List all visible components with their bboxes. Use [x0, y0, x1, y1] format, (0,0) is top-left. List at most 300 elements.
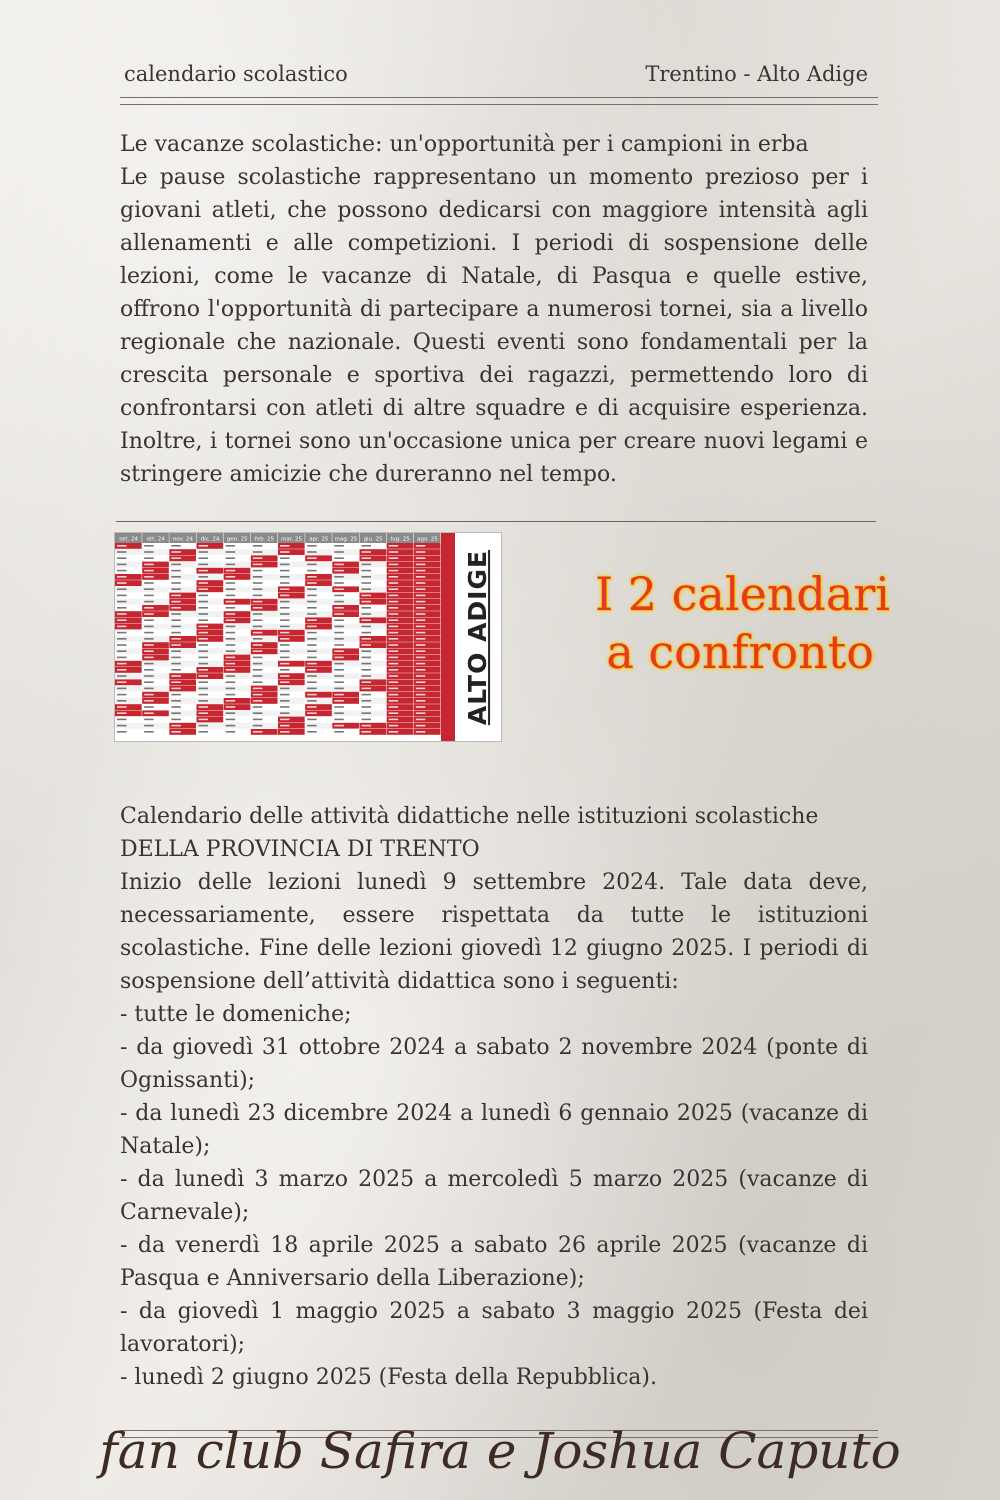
- calendar-day-text: [389, 675, 399, 677]
- calendar-day-text: [226, 551, 236, 553]
- calendar-day-text: [362, 632, 372, 634]
- calendar-day-text: [307, 613, 317, 615]
- section-divider: [116, 521, 876, 522]
- calendar-day-text: [171, 570, 181, 572]
- calendar-day-text: [389, 706, 399, 708]
- calendar-day-text: [280, 644, 290, 646]
- calendar-day-text: [199, 613, 209, 615]
- calendar-month-label: feb. 25: [254, 536, 275, 543]
- calendar-day-text: [144, 607, 154, 609]
- calendar-day-text: [144, 694, 154, 696]
- calendar-day-text: [280, 582, 290, 584]
- calendar-day-text: [389, 725, 399, 727]
- calendar-day-text: [226, 588, 236, 590]
- calendar-day-text: [362, 669, 372, 671]
- calendar-day-text: [226, 557, 236, 559]
- calendar-day-text: [416, 731, 426, 733]
- calendar-day-text: [389, 638, 399, 640]
- calendar-day-text: [199, 725, 209, 727]
- calendar-day-text: [280, 688, 290, 690]
- trento-section: [120, 800, 868, 1394]
- calendar-day-text: [280, 601, 290, 603]
- calendar-month-label: set. 24: [119, 536, 139, 543]
- calendar-day-text: [199, 564, 209, 566]
- calendar-day-text: [334, 601, 344, 603]
- calendar-day-text: [307, 669, 317, 671]
- calendar-day-text: [226, 576, 236, 578]
- calendar-day-text: [144, 570, 154, 572]
- calendar-day-text: [334, 694, 344, 696]
- calendar-day-text: [253, 700, 263, 702]
- calendar-day-text: [144, 638, 154, 640]
- calendar-day-text: [226, 731, 236, 733]
- calendar-day-text: [253, 731, 263, 733]
- calendar-day-text: [389, 601, 399, 603]
- calendar-day-text: [199, 663, 209, 665]
- calendar-day-text: [280, 588, 290, 590]
- calendar-day-text: [253, 626, 263, 628]
- calendar-day-text: [144, 688, 154, 690]
- calendar-day-text: [199, 570, 209, 572]
- calendar-day-text: [117, 626, 127, 628]
- calendar-day-text: [117, 669, 127, 671]
- calendar-day-text: [334, 570, 344, 572]
- calendar-day-text: [416, 545, 426, 547]
- calendar-day-text: [416, 725, 426, 727]
- calendar-day-text: [389, 576, 399, 578]
- calendar-day-text: [389, 607, 399, 609]
- calendar-day-text: [334, 706, 344, 708]
- calendar-day-text: [416, 638, 426, 640]
- calendar-month-label: lug. 25: [390, 536, 410, 543]
- calendar-day-text: [117, 545, 127, 547]
- calendar-day-text: [307, 582, 317, 584]
- calendar-day-text: [334, 675, 344, 677]
- calendar-day-text: [280, 712, 290, 714]
- calendar-day-text: [117, 557, 127, 559]
- calendar-day-text: [171, 644, 181, 646]
- calendar-day-text: [416, 712, 426, 714]
- calendar-day-text: [334, 582, 344, 584]
- calendar-day-text: [117, 725, 127, 727]
- calendar-day-text: [144, 626, 154, 628]
- calendar-day-text: [226, 700, 236, 702]
- calendar-day-text: [199, 657, 209, 659]
- calendar-day-text: [117, 570, 127, 572]
- calendar-day-text: [280, 650, 290, 652]
- calendar-day-text: [280, 619, 290, 621]
- calendar-day-text: [144, 576, 154, 578]
- calendar-day-text: [253, 694, 263, 696]
- calendar-day-text: [171, 632, 181, 634]
- calendar-day-text: [307, 675, 317, 677]
- calendar-day-text: [226, 638, 236, 640]
- calendar-day-text: [334, 564, 344, 566]
- calendar-day-text: [171, 688, 181, 690]
- calendar-day-text: [334, 663, 344, 665]
- calendar-day-text: [226, 669, 236, 671]
- calendar-day-text: [280, 545, 290, 547]
- calendar-day-text: [416, 564, 426, 566]
- calendar-day-text: [226, 719, 236, 721]
- calendar-day-text: [280, 557, 290, 559]
- calendar-day-text: [226, 626, 236, 628]
- calendar-day-text: [144, 613, 154, 615]
- calendar-day-text: [117, 657, 127, 659]
- calendar-day-text: [307, 725, 317, 727]
- calendar-day-text: [416, 719, 426, 721]
- calendar-day-text: [416, 570, 426, 572]
- calendar-day-text: [226, 706, 236, 708]
- calendar-day-text: [171, 657, 181, 659]
- calendar-day-text: [117, 576, 127, 578]
- calendar-day-text: [307, 570, 317, 572]
- calendar-day-text: [171, 576, 181, 578]
- calendar-day-text: [307, 557, 317, 559]
- calendar-day-text: [416, 551, 426, 553]
- calendar-day-text: [199, 669, 209, 671]
- calendar-day-text: [199, 712, 209, 714]
- trento-list-item: - da venerdì 18 aprile 2025 a sabato 26 aprile 2025 (vacanze di Pasqua e Anniversario della Liberazione);: [120, 1233, 868, 1291]
- calendar-day-text: [307, 719, 317, 721]
- calendar-day-text: [253, 613, 263, 615]
- calendar-day-text: [171, 663, 181, 665]
- calendar-day-text: [389, 694, 399, 696]
- calendar-region-text: ALTO ADIGE: [463, 549, 493, 725]
- calendar-day-text: [389, 700, 399, 702]
- calendar-day-text: [280, 731, 290, 733]
- calendar-day-text: [117, 675, 127, 677]
- calendar-day-text: [362, 607, 372, 609]
- calendar-day-text: [117, 694, 127, 696]
- calendar-day-text: [334, 725, 344, 727]
- calendar-day-text: [199, 688, 209, 690]
- calendar-day-text: [253, 663, 263, 665]
- calendar-day-text: [199, 675, 209, 677]
- calendar-day-text: [171, 706, 181, 708]
- calendar-day-text: [307, 619, 317, 621]
- calendar-day-text: [362, 545, 372, 547]
- trento-list: [120, 998, 868, 1394]
- calendar-day-text: [199, 694, 209, 696]
- headline-line-2: a confronto: [606, 625, 874, 679]
- calendar-day-text: [253, 719, 263, 721]
- calendar-day-text: [253, 545, 263, 547]
- calendar-day-text: [117, 595, 127, 597]
- calendar-day-text: [117, 638, 127, 640]
- calendar-day-text: [389, 688, 399, 690]
- calendar-red-band: [441, 533, 455, 741]
- calendar-day-text: [144, 675, 154, 677]
- calendar-day-text: [416, 557, 426, 559]
- calendar-day-text: [307, 712, 317, 714]
- calendar-day-text: [389, 632, 399, 634]
- trento-list-item: - da giovedì 31 ottobre 2024 a sabato 2 novembre 2024 (ponte di Ognissanti);: [120, 1035, 868, 1093]
- calendar-day-text: [416, 688, 426, 690]
- calendar-day-text: [144, 588, 154, 590]
- calendar-day-text: [253, 650, 263, 652]
- calendar-day-text: [307, 644, 317, 646]
- calendar-day-text: [280, 564, 290, 566]
- calendar-day-text: [199, 719, 209, 721]
- calendar-day-text: [253, 669, 263, 671]
- calendar-day-text: [144, 595, 154, 597]
- calendar-day-text: [171, 669, 181, 671]
- calendar-day-text: [362, 613, 372, 615]
- calendar-day-text: [362, 619, 372, 621]
- calendar-day-text: [171, 712, 181, 714]
- calendar-day-text: [307, 626, 317, 628]
- calendar-day-text: [334, 638, 344, 640]
- calendar-day-text: [199, 576, 209, 578]
- calendar-day-text: [307, 657, 317, 659]
- intro-body: Le pause scolastiche rappresentano un momento prezioso per i giovani atleti, che possono dedicarsi con maggiore intensità agli allenamenti e alle competizioni. I periodi di sospensione delle lezioni, come le vacanze di Natale, di Pasqua e quelle estive, offrono l'opportunità di partecipare a numerosi tornei, sia a livello regionale che nazionale. Questi eventi sono fondamentali per la crescita personale e sportiva dei ragazzi, permettendo loro di confrontarsi con atleti di altre squadre e di acquisire esperienza. Inoltre, i tornei sono un'occasione unica per creare nuovi legami e stringere amicizie che dureranno nel tempo.: [120, 165, 868, 487]
- calendar-day-text: [389, 570, 399, 572]
- header-right-label: Trentino - Alto Adige: [645, 62, 868, 86]
- calendar-day-text: [171, 613, 181, 615]
- calendar-day-text: [253, 657, 263, 659]
- calendar-day-text: [362, 719, 372, 721]
- calendar-day-text: [226, 632, 236, 634]
- calendar-day-text: [253, 601, 263, 603]
- footer-signature: fan club Safira e Joshua Caputo: [99, 1422, 901, 1480]
- calendar-day-text: [280, 700, 290, 702]
- calendar-day-text: [144, 706, 154, 708]
- calendar-day-text: [226, 650, 236, 652]
- calendar-day-text: [334, 557, 344, 559]
- calendar-day-text: [171, 725, 181, 727]
- calendar-day-text: [199, 588, 209, 590]
- calendar-month-label: dic. 24: [200, 536, 220, 543]
- calendar-day-text: [226, 663, 236, 665]
- calendar-day-text: [253, 551, 263, 553]
- calendar-day-text: [307, 650, 317, 652]
- calendar-day-text: [416, 663, 426, 665]
- calendar-day-text: [144, 731, 154, 733]
- calendar-day-text: [416, 613, 426, 615]
- calendar-day-text: [307, 601, 317, 603]
- header-divider: [120, 97, 878, 105]
- calendar-day-text: [117, 712, 127, 714]
- calendar-day-text: [280, 613, 290, 615]
- calendar-day-text: [389, 650, 399, 652]
- calendar-day-text: [171, 564, 181, 566]
- header-left-label: calendario scolastico: [124, 62, 348, 86]
- calendar-grid: [115, 533, 441, 741]
- calendar-day-text: [334, 657, 344, 659]
- calendar-day-text: [307, 551, 317, 553]
- calendar-day-text: [199, 650, 209, 652]
- calendar-day-text: [362, 731, 372, 733]
- calendar-day-text: [199, 632, 209, 634]
- calendar-day-text: [362, 700, 372, 702]
- calendar-day-text: [389, 626, 399, 628]
- calendar-day-text: [280, 607, 290, 609]
- calendar-day-text: [226, 657, 236, 659]
- intro-title: Le vacanze scolastiche: un'opportunità per i campioni in erba: [120, 132, 809, 157]
- calendar-day-text: [280, 638, 290, 640]
- calendar-day-text: [280, 570, 290, 572]
- calendar-region-label: [455, 533, 501, 741]
- calendar-day-text: [362, 582, 372, 584]
- calendar-day-text: [334, 619, 344, 621]
- calendar-day-text: [334, 607, 344, 609]
- calendar-day-text: [362, 557, 372, 559]
- calendar-day-text: [144, 551, 154, 553]
- calendar-day-text: [171, 675, 181, 677]
- calendar-day-text: [117, 719, 127, 721]
- calendar-day-text: [416, 576, 426, 578]
- calendar-day-text: [362, 644, 372, 646]
- calendar-day-text: [226, 619, 236, 621]
- calendar-day-text: [416, 595, 426, 597]
- calendar-day-text: [171, 619, 181, 621]
- calendar-day-text: [117, 613, 127, 615]
- calendar-day-text: [280, 657, 290, 659]
- calendar-day-text: [226, 607, 236, 609]
- calendar-day-text: [307, 607, 317, 609]
- calendar-month-label: gen. 25: [226, 536, 248, 543]
- calendar-day-text: [389, 669, 399, 671]
- calendar-day-text: [226, 694, 236, 696]
- calendar-day-text: [280, 719, 290, 721]
- calendar-day-text: [307, 700, 317, 702]
- calendar-day-text: [307, 663, 317, 665]
- calendar-day-text: [253, 712, 263, 714]
- calendar-day-text: [226, 675, 236, 677]
- calendar-day-text: [144, 719, 154, 721]
- calendar-day-text: [334, 632, 344, 634]
- calendar-day-text: [334, 576, 344, 578]
- calendar-day-text: [199, 545, 209, 547]
- calendar-day-text: [389, 595, 399, 597]
- calendar-day-text: [334, 644, 344, 646]
- calendar-image: [114, 532, 502, 742]
- calendar-day-text: [253, 570, 263, 572]
- calendar-day-text: [280, 551, 290, 553]
- calendar-day-text: [389, 663, 399, 665]
- calendar-day-text: [144, 657, 154, 659]
- calendar-day-text: [362, 712, 372, 714]
- calendar-day-text: [117, 582, 127, 584]
- calendar-month-label: ago. 25: [417, 536, 438, 543]
- calendar-day-text: [307, 694, 317, 696]
- calendar-day-text: [117, 681, 127, 683]
- calendar-day-text: [226, 545, 236, 547]
- calendar-day-text: [226, 582, 236, 584]
- calendar-day-text: [117, 551, 127, 553]
- calendar-day-text: [389, 613, 399, 615]
- calendar-day-text: [280, 725, 290, 727]
- calendar-day-text: [362, 626, 372, 628]
- calendar-day-text: [199, 607, 209, 609]
- calendar-day-text: [253, 644, 263, 646]
- calendar-day-text: [334, 626, 344, 628]
- calendar-day-text: [280, 576, 290, 578]
- calendar-day-text: [144, 669, 154, 671]
- calendar-day-text: [307, 632, 317, 634]
- calendar-day-text: [253, 582, 263, 584]
- calendar-day-text: [334, 595, 344, 597]
- calendar-day-text: [253, 619, 263, 621]
- calendar-day-text: [334, 688, 344, 690]
- calendar-day-text: [171, 595, 181, 597]
- calendar-day-text: [389, 582, 399, 584]
- calendar-day-text: [280, 706, 290, 708]
- calendar-day-text: [334, 650, 344, 652]
- calendar-day-text: [144, 644, 154, 646]
- calendar-day-text: [362, 706, 372, 708]
- calendar-day-text: [117, 644, 127, 646]
- calendar-day-text: [389, 545, 399, 547]
- calendar-day-text: [307, 731, 317, 733]
- calendar-day-text: [226, 725, 236, 727]
- calendar-day-text: [117, 588, 127, 590]
- calendar-day-text: [307, 681, 317, 683]
- calendar-day-text: [144, 557, 154, 559]
- calendar-day-text: [117, 564, 127, 566]
- calendar-day-text: [253, 725, 263, 727]
- calendar-day-text: [117, 731, 127, 733]
- calendar-day-text: [171, 582, 181, 584]
- calendar-day-text: [389, 731, 399, 733]
- calendar-day-text: [362, 576, 372, 578]
- calendar-month-label: mag. 25: [334, 536, 358, 543]
- calendar-day-text: [144, 545, 154, 547]
- calendar-day-text: [253, 607, 263, 609]
- calendar-day-text: [334, 669, 344, 671]
- calendar-day-text: [144, 663, 154, 665]
- calendar-day-text: [416, 632, 426, 634]
- calendar-day-text: [144, 619, 154, 621]
- calendar-day-text: [334, 551, 344, 553]
- calendar-day-text: [253, 675, 263, 677]
- trento-list-item: - tutte le domeniche;: [120, 1002, 352, 1027]
- calendar-day-text: [253, 557, 263, 559]
- calendar-day-text: [389, 657, 399, 659]
- calendar-day-text: [144, 582, 154, 584]
- calendar-day-text: [199, 626, 209, 628]
- calendar-day-text: [171, 607, 181, 609]
- trento-list-item: - lunedì 2 giugno 2025 (Festa della Repubblica).: [120, 1365, 657, 1390]
- calendar-day-text: [199, 644, 209, 646]
- calendar-day-text: [226, 564, 236, 566]
- calendar-day-text: [199, 638, 209, 640]
- calendar-day-text: [416, 675, 426, 677]
- intro-section: [120, 128, 868, 491]
- calendar-day-text: [171, 638, 181, 640]
- calendar-day-text: [171, 700, 181, 702]
- calendar-day-text: [117, 607, 127, 609]
- calendar-day-text: [389, 551, 399, 553]
- calendar-day-text: [171, 719, 181, 721]
- calendar-day-text: [253, 681, 263, 683]
- calendar-day-text: [362, 650, 372, 652]
- calendar-day-text: [389, 619, 399, 621]
- calendar-day-text: [144, 564, 154, 566]
- calendar-day-text: [389, 681, 399, 683]
- calendar-day-text: [307, 595, 317, 597]
- trento-list-item: - da lunedì 23 dicembre 2024 a lunedì 6 gennaio 2025 (vacanze di Natale);: [120, 1101, 868, 1159]
- calendar-day-text: [199, 551, 209, 553]
- calendar-day-text: [144, 601, 154, 603]
- calendar-day-text: [307, 564, 317, 566]
- calendar-day-text: [280, 663, 290, 665]
- calendar-day-text: [416, 650, 426, 652]
- calendar-day-text: [199, 700, 209, 702]
- calendar-day-text: [253, 564, 263, 566]
- calendar-day-text: [307, 545, 317, 547]
